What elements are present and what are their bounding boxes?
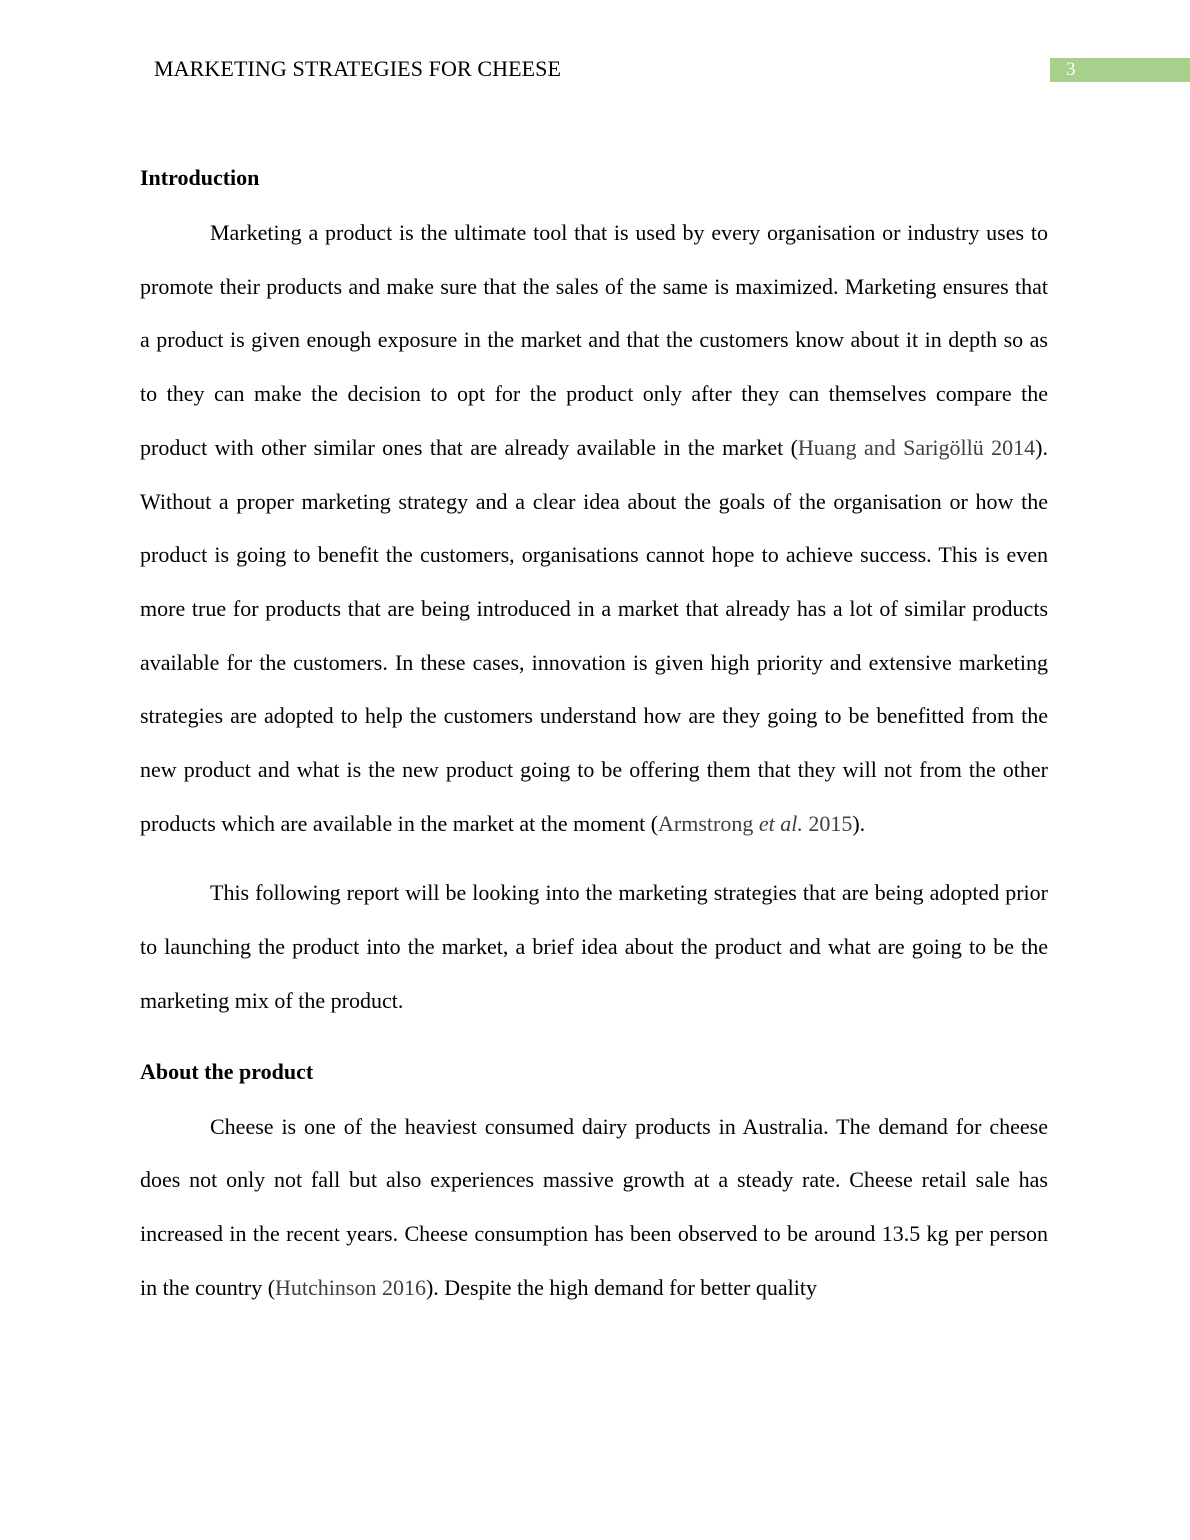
citation-hutchinson: Hutchinson 2016: [275, 1274, 426, 1300]
page-number-badge: 3: [1050, 58, 1190, 82]
introduction-paragraph-1: [140, 206, 1048, 850]
document-body: [140, 158, 1048, 1314]
introduction-paragraph-2: This following report will be looking into the marketing strategies that are being adopted prior to launching the product into the market, a brief idea about the product and what are going to be the marketing mix of the product.: [140, 880, 1048, 1013]
text-run: Cheese is one of the heaviest consumed dairy products in Australia. The demand for cheese does not only not fall but also experiences massive growth at a steady rate. Cheese retail sale has increased in the recent years. Cheese consumption has been observed to be around 13.5 kg per person in the country (: [140, 1113, 1048, 1300]
introduction-heading: Introduction: [140, 165, 260, 190]
citation-armstrong-year: 2015: [802, 810, 853, 836]
text-run: ).: [852, 810, 866, 836]
citation-armstrong-etal: et al.: [758, 810, 803, 836]
about-product-paragraph-1: [140, 1100, 1048, 1315]
text-run: ). Despite the high demand for better quality: [425, 1274, 817, 1300]
running-head: MARKETING STRATEGIES FOR CHEESE: [154, 56, 562, 81]
about-product-heading: About the product: [140, 1058, 314, 1084]
text-run: Marketing a product is the ultimate tool that is used by every organisation or industry uses to promote their products and make sure that the sales of the same is maximized. Marketing ensures that a product is given enough exposure in the market and that the customers know about it in depth so as to they can make the decision to opt for the product only after they can themselves compare the product with other similar ones that are already available in the market (: [140, 220, 1048, 460]
text-run: ). Without a proper marketing strategy and a clear idea about the goals of the organisation or how the product is going to benefit the customers, organisations cannot hope to achieve success. This is even more true for products that are being introduced in a market that already has a lot of similar products available for the customers. In these cases, innovation is given high priority and extensive marketing strategies are adopted to help the customers understand how are they going to be benefitted from the new product and what is the new product going to be offering them that they will not from the other products which are available in the market at the moment (: [140, 434, 1048, 836]
citation-armstrong-author: Armstrong: [658, 810, 759, 836]
citation-huang: Huang and Sarigöllü 2014: [797, 434, 1036, 460]
